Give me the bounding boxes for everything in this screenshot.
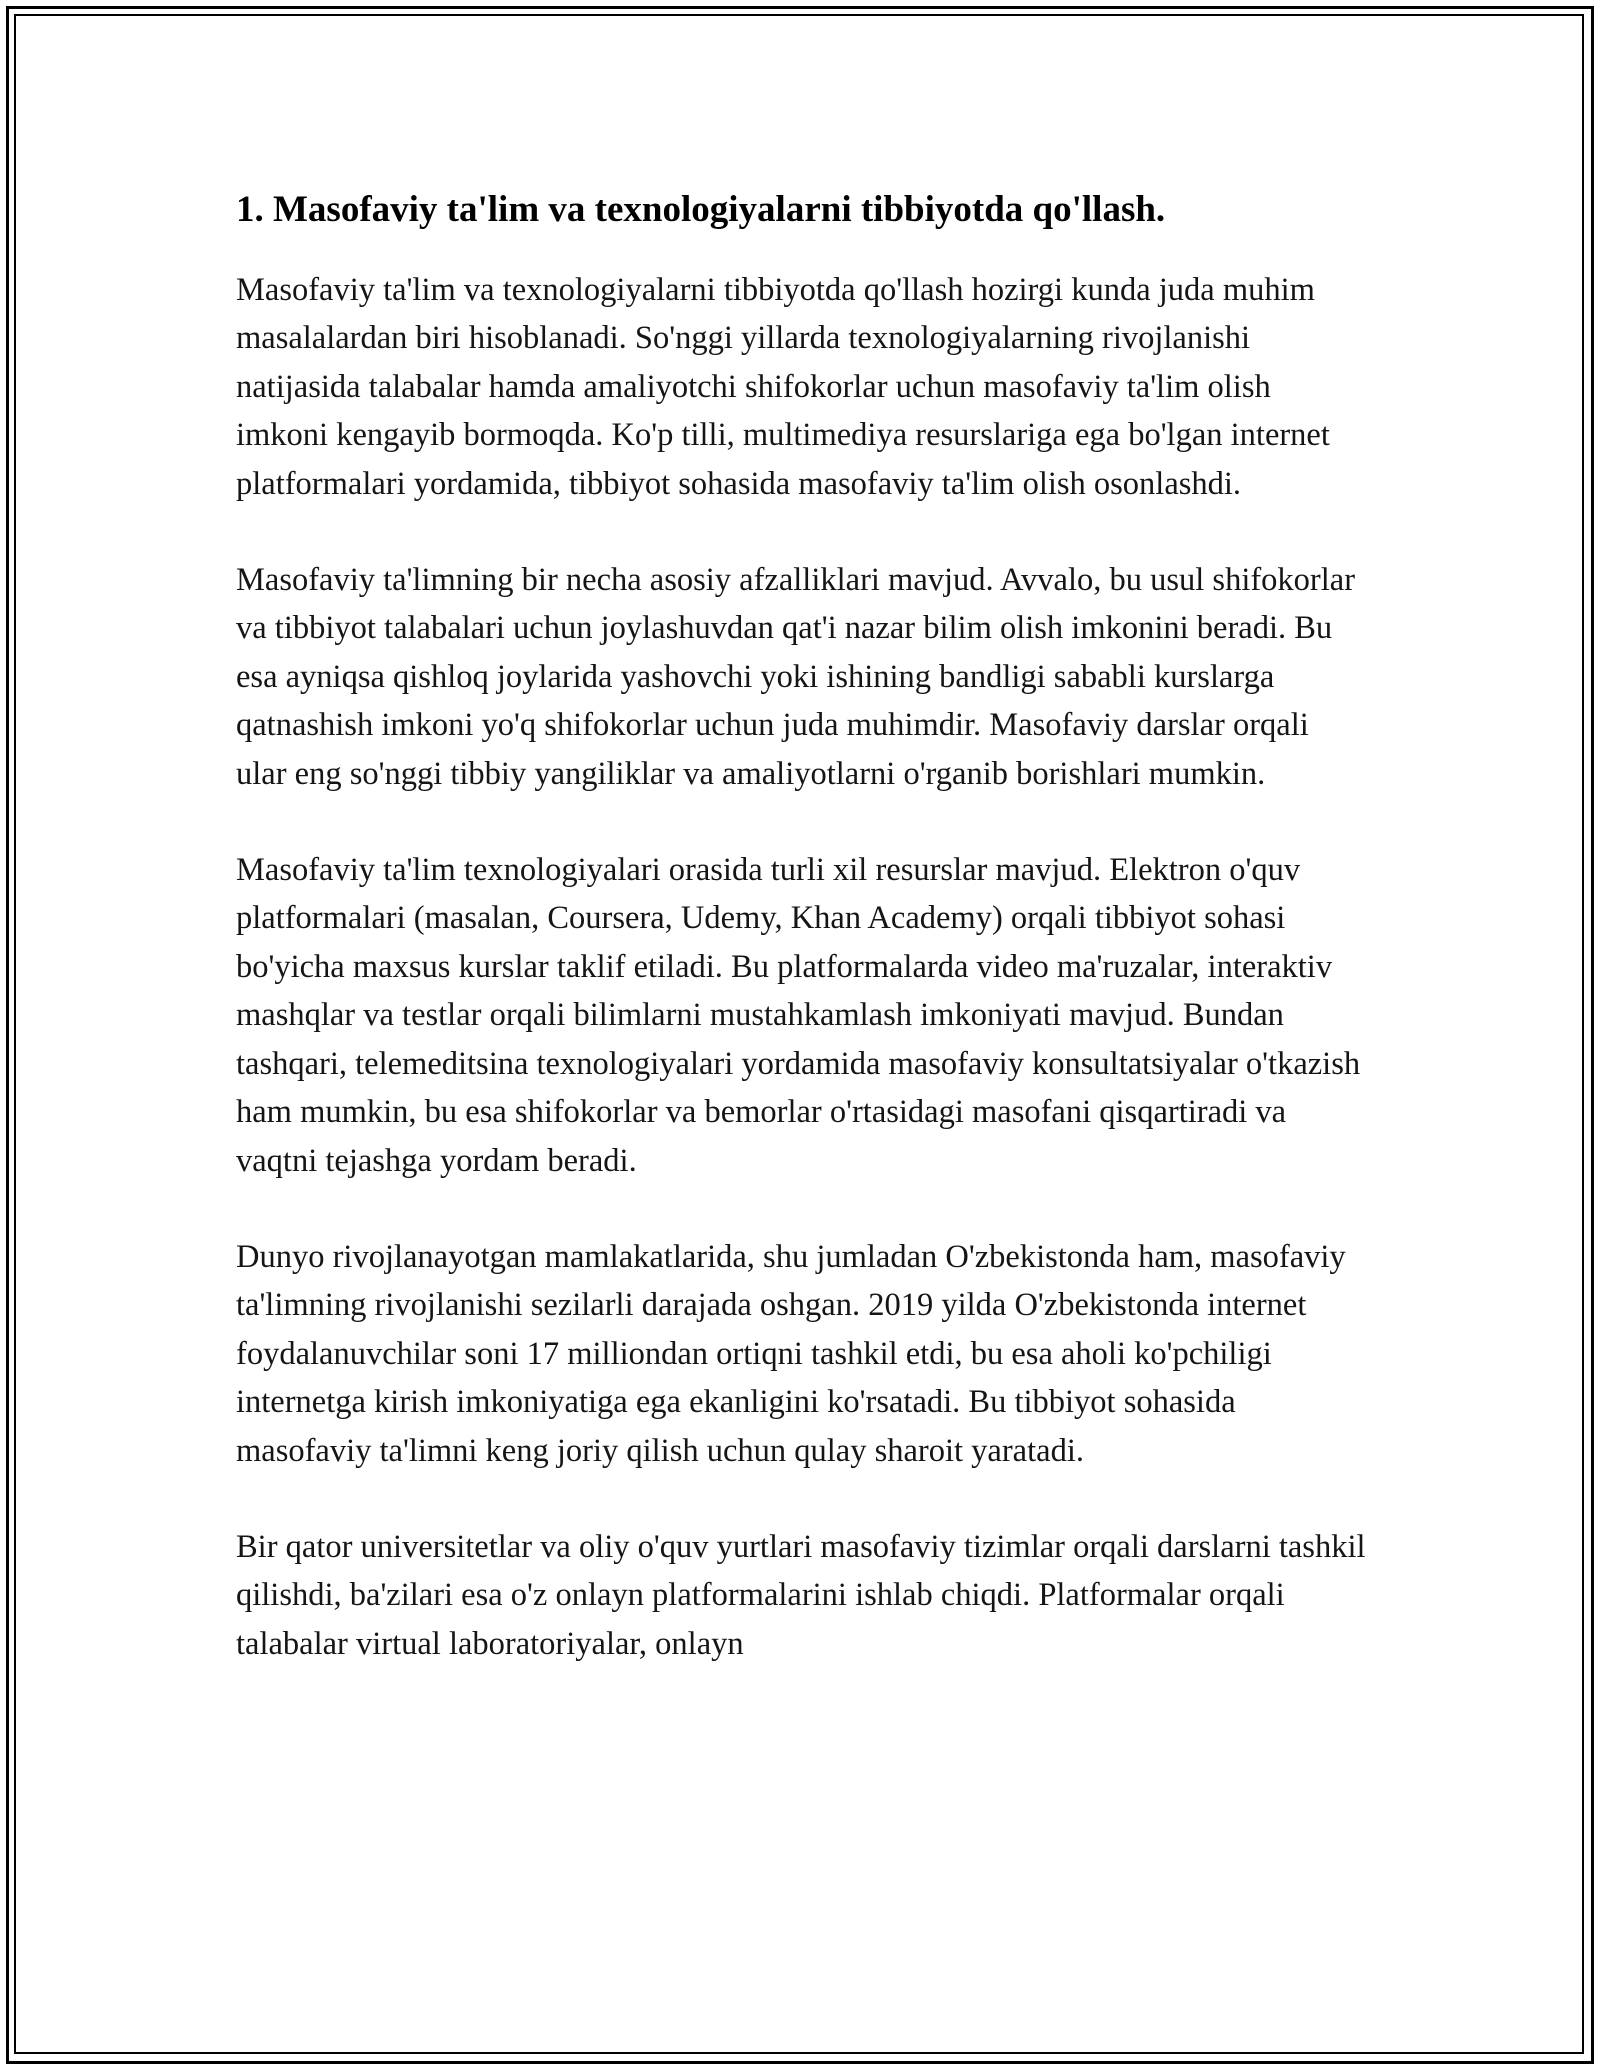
paragraph-3: Masofaviy ta'lim texnologiyalari orasida turli xil resurslar mavjud. Elektron o'quv platformalari (masalan, Coursera, Udemy, Khan Academy) orqali tibbiyot sohasi bo'yicha maxsus kurslar taklif etiladi. Bu platformalarda video ma'ruzalar, interaktiv mashqlar va testlar orqali bilimlarni mustahkamlash imkoniyati mavjud. Bundan tashqari, telemeditsina texnologiyalari yordamida masofaviy konsultatsiyalar o'tkazish ham mumkin, bu esa shifokorlar va bemorlar o'rtasidagi masofani qisqartiradi va vaqtni tejashga yordam beradi.: [236, 852, 1361, 1179]
section-heading: 1. Masofaviy ta'lim va texnologiyalarni tibbiyotda qo'llash.: [236, 189, 1166, 230]
paragraph-4: Dunyo rivojlanayotgan mamlakatlarida, shu jumladan O'zbekistonda ham, masofaviy ta'limning rivojlanishi sezilarli darajada oshgan. 2019 yilda O'zbekistonda internet foydalanuvchilar soni 17 milliondan ortiqni tashkil etdi, bu esa aholi ko'pchiligi internetga kirish imkoniyatiga ega ekanligini ko'rsatadi. Bu tibbiyot sohasida masofaviy ta'limni keng joriy qilish uchun qulay sharoit yaratadi.: [236, 1238, 1346, 1469]
paragraph-1: Masofaviy ta'lim va texnologiyalarni tibbiyotda qo'llash hozirgi kunda juda muhim masalalardan biri hisoblanadi. So'nggi yillarda texnologiyalarning rivojlanishi natijasida talabalar hamda amaliyotchi shifokorlar uchun masofaviy ta'lim olish imkoni kengayib bormoqda. Ko'p tilli, multimediya resurslariga ega bo'lgan internet platformalari yordamida, tibbiyot sohasida masofaviy ta'lim olish osonlashdi.: [236, 272, 1330, 502]
document-body: [236, 186, 1366, 1716]
paragraph-5: Bir qator universitetlar va oliy o'quv yurtlari masofaviy tizimlar orqali darslarni tashkil qilishdi, ba'zilari esa o'z onlayn platformalarini ishlab chiqdi. Platformalar orqali talabalar virtual laboratoriyalar, onlayn: [236, 1528, 1366, 1662]
paragraph-2: Masofaviy ta'limning bir necha asosiy afzalliklari mavjud. Avvalo, bu usul shifokorlar va tibbiyot talabalari uchun joylashuvdan qat'i nazar bilim olish imkonini beradi. Bu esa ayniqsa qishloq joylarida yashovchi yoki ishining bandligi sababli kurslarga qatnashish imkoni yo'q shifokorlar uchun juda muhimdir. Masofaviy darslar orqali ular eng so'nggi tibbiy yangiliklar va amaliyotlarni o'rganib borishlari mumkin.: [236, 562, 1356, 792]
